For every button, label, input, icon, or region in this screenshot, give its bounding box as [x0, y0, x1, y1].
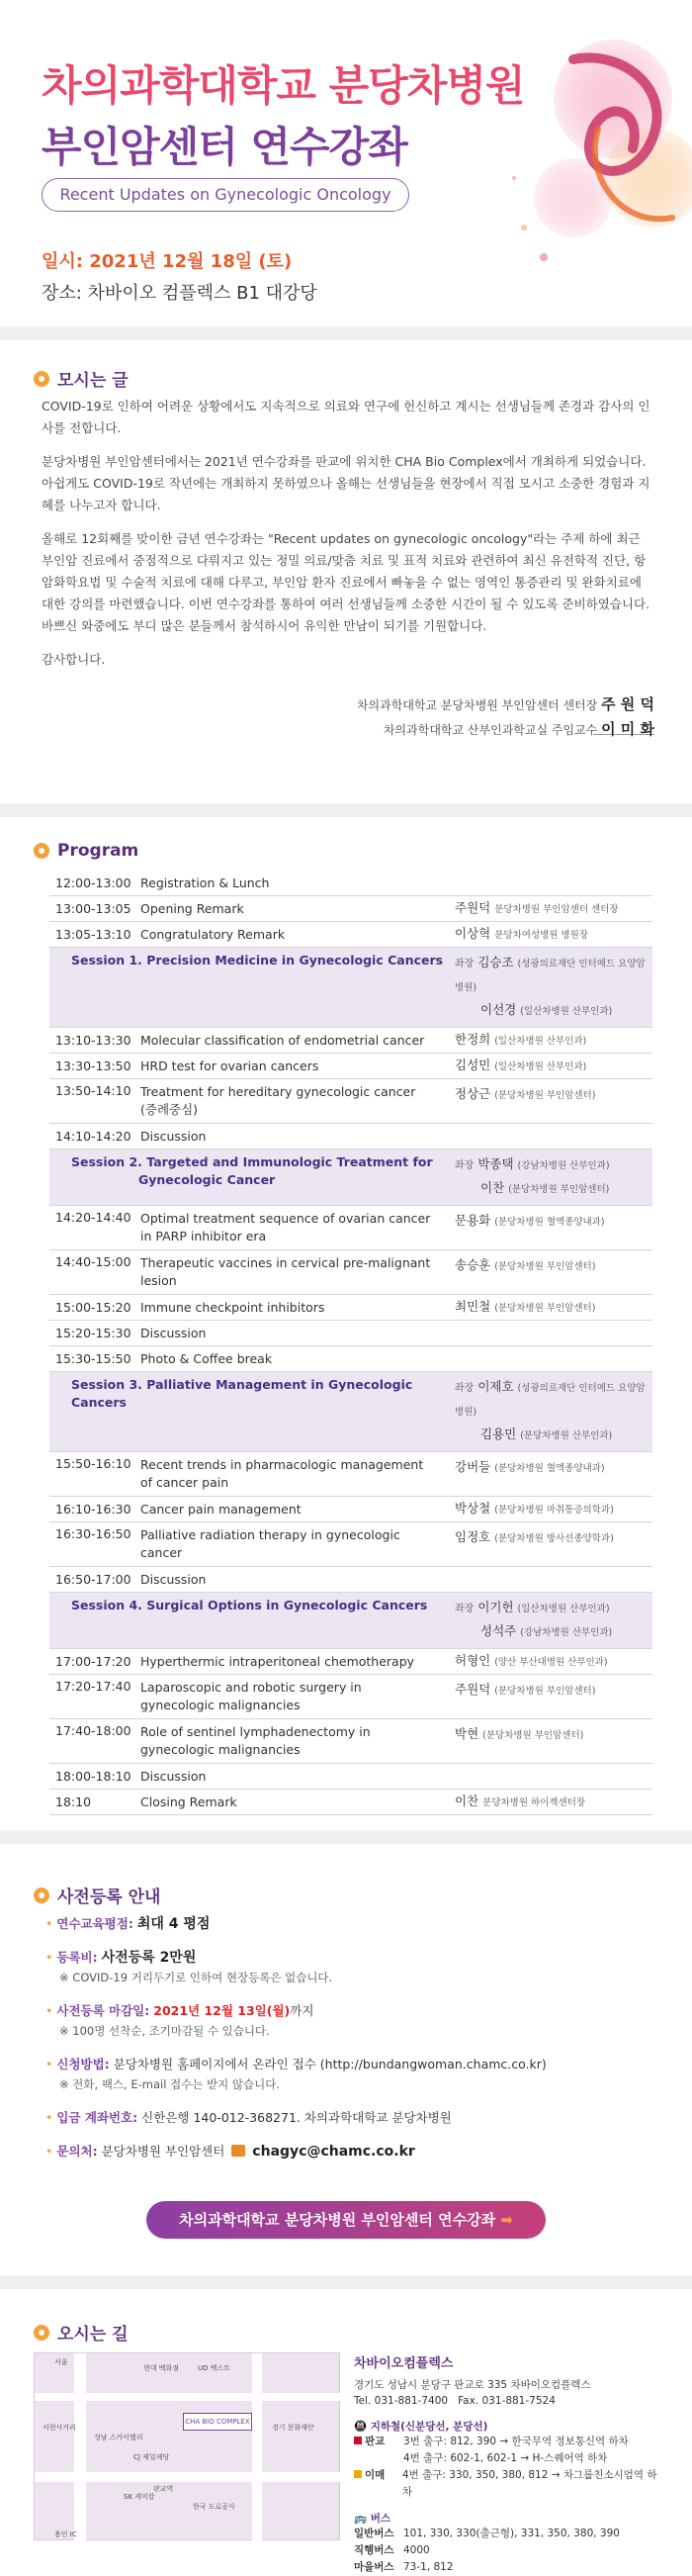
program-row: 13:50-14:10 Treatment for hereditary gynecologic cancer (증례중심) 정상근 (분당차병원 부인암센터) [49, 1079, 652, 1124]
hero-subtitle: Recent Updates on Gynecologic Oncology [42, 178, 409, 212]
bus-heading: 🚌 버스 [354, 2513, 391, 2525]
signature-line-1: 차의과학대학교 분당차병원 부인암센터 센터장 주 원 덕 [356, 695, 654, 713]
event-place: 장소: 차바이오 컴플렉스 B1 대강당 [42, 283, 317, 304]
subway-row: 이매 4번 출구: 330, 350, 380, 812 → 차그룹친소시엄역 하차 [354, 2467, 660, 2501]
program-row: 13:05-13:10 Congratulatory Remark 이상혁 분당차여성병원 병원장 [49, 922, 652, 948]
divider-band [0, 326, 692, 340]
fee-item: • 등록비: 사전등록 2만원 ※ COVID-19 거리두기로 인하여 현장등록은 없습니다. [45, 1950, 333, 1984]
greeting-paragraph: COVID-19로 인하여 어려운 상황에서도 지속적으로 의료와 연구에 헌신하고 계시는 선생님들께 존경과 감사의 인사를 전합니다. [42, 399, 650, 435]
contact-email-link[interactable]: chagyc@chamc.co.kr [252, 2144, 415, 2160]
account-item: • 입금 계좌번호: 신한은행 140-012-368271. 차의과학대학교 분당차병원 [45, 2110, 452, 2125]
program-row: 14:20-14:40 Optimal treatment sequence of ovarian cancer in PARP inhibitor era 문용화 (분당차병원 혈액종양내과) [49, 1206, 652, 1250]
signature-line-2: 차의과학대학교 산부인과학교실 주임교수 이 미 화 [383, 720, 654, 738]
place-name: 차바이오컴플렉스 [354, 2356, 454, 2371]
greeting-paragraph: 감사합니다. [42, 652, 106, 667]
program-row: 17:00-17:20 Hyperthermic intraperitoneal chemotherapy 허형인 (양산 부산대병원 산부인과) [49, 1649, 652, 1675]
program-row: 14:40-15:00 Therapeutic vaccines in cervical pre-malignant lesion 송승훈 (분당차병원 부인암센터) [49, 1250, 652, 1295]
contact-item: • 문의처: 분당차병원 부인암센터 chagyc@chamc.co.kr [45, 2144, 415, 2160]
session-row: Session 4. Surgical Options in Gynecologic Cancers 좌장 이기헌 (일산차병원 산부인과) 성석주 (강남차병원 산부인과) [49, 1593, 652, 1649]
location-map: 서울 용인 IC 서현사거리 성남 스카이밸리 판교역 현대 백화점 UD 벡스트 경기 문화재단 SK 케미칼 한국 도로공사 CJ 제일제당 CHA BIO COMPLEX [34, 2352, 340, 2540]
divider-band [0, 803, 692, 817]
session-row: Session 1. Precision Medicine in Gynecologic Cancers 좌장 김승조 (성광의료재단 인터메드 요양암병원) 이선경 (일산차병원 산부인과) [49, 948, 652, 1028]
contact-line: Tel. 031-881-7400 Fax. 031-881-7524 [354, 2395, 556, 2407]
directions-heading [34, 2320, 129, 2345]
greeting-heading [34, 366, 129, 391]
program-row: 17:20-17:40 Laparoscopic and robotic surgery in gynecologic malignancies 주원덕 (분당차병원 부인암센터) [49, 1675, 652, 1719]
program-row: 13:00-13:05 Opening Remark 주원덕 분당차병원 부인암센터 센터장 [49, 896, 652, 922]
program-row: 16:50-17:00 Discussion [49, 1567, 652, 1593]
directions-heading-label: 오시는 길 [57, 2325, 129, 2345]
program-row: 17:40-18:00 Role of sentinel lymphadenectomy in gynecologic malignancies 박현 (분당차병원 부인암센터) [49, 1719, 652, 1764]
event-date: 일시: 2021년 12월 18일 (토) [42, 251, 293, 272]
program-heading [34, 841, 138, 861]
program-row: 15:00-15:20 Immune checkpoint inhibitors 최민철 (분당차병원 부인암센터) [49, 1295, 652, 1321]
registration-heading [34, 1883, 160, 1907]
email-icon [231, 2145, 245, 2157]
arrow-right-icon: ➡ [500, 2211, 513, 2229]
program-row: 16:10-16:30 Cancer pain management 박상철 (분당차병원 마취통증의학과) [49, 1497, 652, 1522]
program-row: 15:30-15:50 Photo & Coffee break [49, 1346, 652, 1372]
deadline-item: • 사전등록 마감일: 2021년 12월 13일(월)까지 ※ 100명 선착순, 조기마감될 수 있습니다. [45, 2003, 314, 2038]
program-row: 12:00-13:00 Registration & Lunch [49, 871, 652, 896]
greeting-body [42, 396, 654, 683]
decorative-ribbon-art [425, 30, 692, 277]
greeting-paragraph: 분당차병원 부인암센터에서는 2021년 연수강좌를 판교에 위치한 CHA Bio Complex에서 개최하게 되었습니다. 아쉽게도 COVID-19로 작년에는 개최하지 못하였으나 올해는 선생님들을 현장에서 직접 모시고 소중한 경험과 지혜를 나누고자 합니다. [42, 454, 650, 512]
bullet-circle-icon [34, 2325, 49, 2341]
credit-item: • 연수교육평점: 최대 4 평점 [45, 1916, 211, 1932]
registration-heading-label: 사전등록 안내 [57, 1887, 161, 1907]
program-heading-label: Program [57, 841, 139, 861]
address: 경기도 성남시 분당구 판교로 335 차바이오컴플렉스 [354, 2379, 591, 2391]
program-row: 13:10-13:30 Molecular classification of endometrial cancer 한정희 (일산차병원 산부인과) [49, 1028, 652, 1054]
register-banner-button[interactable]: 차의과학대학교 분당차병원 부인암센터 연수강좌 ➡ [146, 2201, 546, 2239]
session-row: Session 3. Palliative Management in Gynecologic Cancers 좌장 이제호 (성광의료재단 인터메드 요양암병원) 김용민 (분당차병원 산부인과) [49, 1372, 652, 1452]
greeting-paragraph: 올해로 12회째를 맞이한 금년 연수강좌는 "Recent updates on gynecologic oncology"라는 주제 하에 최근 부인암 진료에서 중점적으로 다뤄지고 있는 정밀 의료/맞춤 치료 및 표적 치료와 관련하여 최신 유전학적 진단, 항암화학요법 및 수술적 치료에 대해 다루고, 부인암 환자 진료에서 빠놓을 수 없는 영역인 통증관리 및 완화치료에 대한 강의를 마련했습니다. 이번 연수강좌를 통하여 여러 선생님들께 소중한 시간이 될 수 있도록 준비하였습니다. 바쁘신 와중에도 부디 많은 분들께서 참석하시어 유익한 만남이 되기를 기원합니다. [42, 531, 650, 633]
program-row: 15:20-15:30 Discussion [49, 1321, 652, 1346]
hero-title-line1: 차의과학대학교 분당차병원 [42, 61, 525, 110]
bullet-circle-icon [34, 843, 49, 859]
bus-icon: 🚌 [354, 2513, 368, 2525]
session-row: Session 2. Targeted and Immunologic Treatment for Gynecologic Cancer 좌장 박종택 (강남차병원 산부인과) 이찬 (분당차병원 부인암센터) [49, 1150, 652, 1206]
destination-marker: CHA BIO COMPLEX [183, 2413, 252, 2431]
program-table [49, 871, 652, 1815]
hero-title-line2: 부인암센터 연수강좌 [42, 123, 407, 171]
bus-row: 마을버스 73-1, 812 [354, 2561, 454, 2573]
location-details [354, 2352, 660, 2576]
program-row: 13:30-13:50 HRD test for ovarian cancers 김성민 (일산차병원 산부인과) [49, 1054, 652, 1079]
bus-row: 직행버스 4000 [354, 2544, 430, 2556]
hero-section [0, 0, 692, 326]
subway-row: 판교 3번 출구: 812, 390 → 한국무역 정보통신역 하차 4번 출구: 602-1, 602-1 → H-스퀘어역 하차 [354, 2434, 660, 2467]
greeting-heading-label: 모시는 글 [57, 371, 129, 391]
program-row: 16:30-16:50 Palliative radiation therapy in gynecologic cancer 임정호 (분당차병원 방사선종양학과) [49, 1522, 652, 1567]
subway-icon: 🚇 [354, 2421, 368, 2433]
signatures [247, 692, 654, 742]
divider-band [0, 2275, 692, 2289]
subway-heading: 🚇 지하철(신분당선, 분당선) [354, 2421, 488, 2433]
program-row: 18:10 Closing Remark 이찬 분당차병원 하이젝센터장 [49, 1790, 652, 1815]
method-item: • 신청방법: 분당차병원 홈페이지에서 온라인 접수 (http://bundangwoman.chamc.co.kr) ※ 전화, 팩스, E-mail 접수는 받지 않습니다. [45, 2057, 547, 2091]
program-row: 18:00-18:10 Discussion [49, 1764, 652, 1790]
bullet-circle-icon [34, 1887, 49, 1903]
registration-info [45, 1914, 658, 2175]
program-row: 15:50-16:10 Recent trends in pharmacologic management of cancer pain 강버들 (분당차병원 혈액종양내과) [49, 1452, 652, 1497]
program-row: 14:10-14:20 Discussion [49, 1124, 652, 1150]
registration-link[interactable]: 분당차병원 홈페이지에서 온라인 접수 (http://bundangwoman.chamc.co.kr) [113, 2057, 547, 2071]
bullet-circle-icon [34, 371, 49, 387]
divider-band [0, 1830, 692, 1844]
bus-row: 일반버스 101, 330, 330(출근형), 331, 350, 380, 390 [354, 2528, 620, 2539]
